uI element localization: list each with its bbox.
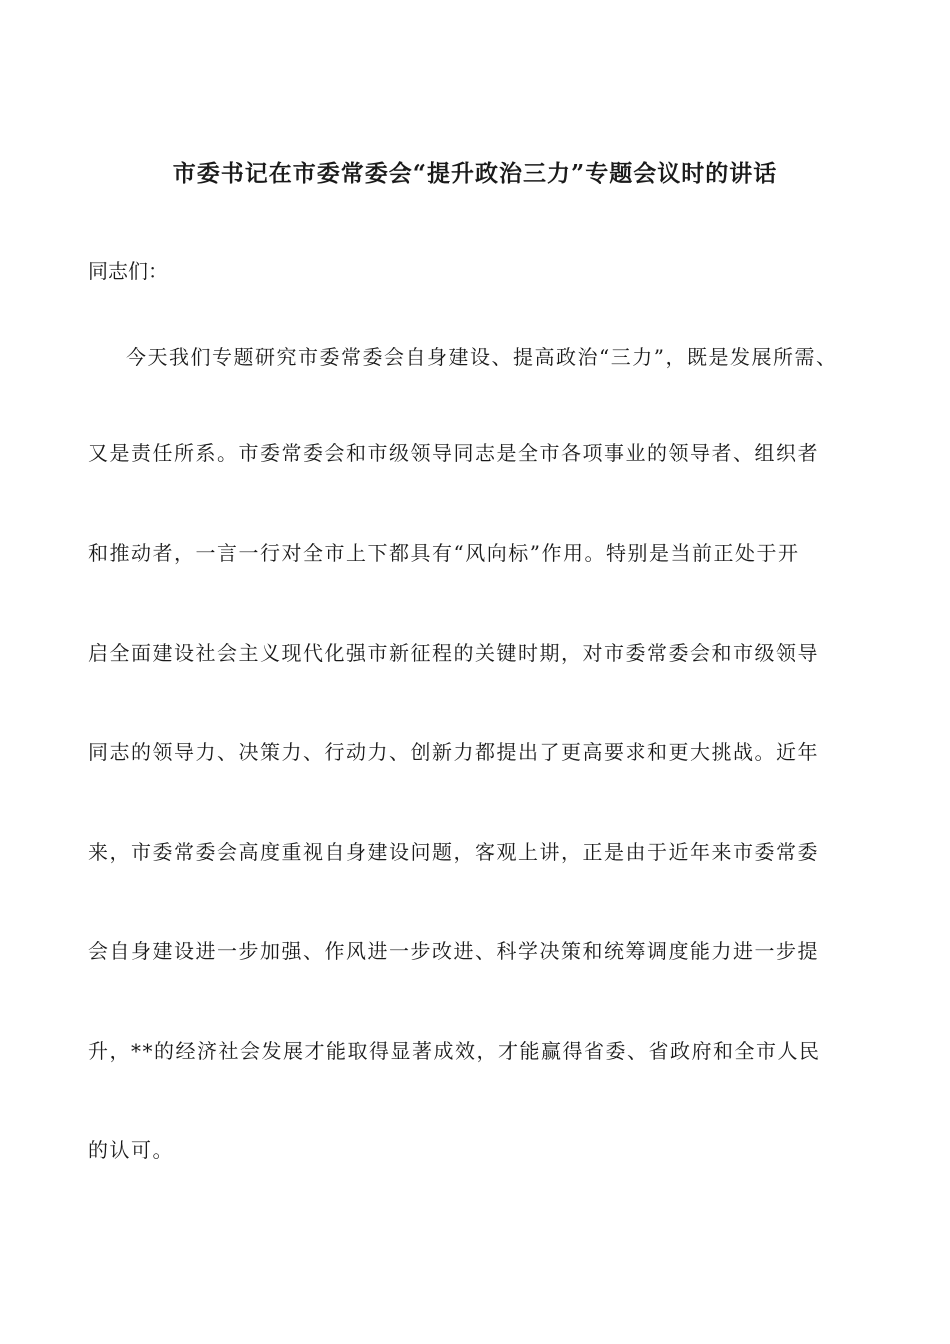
- paragraph-line-3: 和推动者，一言一行对全市上下都具有“风向标”作用。特别是当前正处于开: [88, 541, 800, 565]
- paragraph-line-1: 今天我们专题研究市委常委会自身建设、提高政治“三力”，既是发展所需、: [126, 345, 838, 369]
- paragraph-line-7: 会自身建设进一步加强、作风进一步改进、科学决策和统筹调度能力进一步提: [88, 939, 819, 963]
- paragraph-line-9: 的认可。: [88, 1138, 174, 1162]
- document-title: 市委书记在市委常委会“提升政治三力”专题会议时的讲话: [172, 160, 778, 187]
- salutation: 同志们：: [88, 259, 168, 283]
- paragraph-line-2: 又是责任所系。市委常委会和市级领导同志是全市各项事业的领导者、组织者: [88, 441, 819, 465]
- paragraph-line-8: 升，**的经济社会发展才能取得显著成效，才能赢得省委、省政府和全市人民: [88, 1039, 821, 1063]
- paragraph-line-5: 同志的领导力、决策力、行动力、创新力都提出了更高要求和更大挑战。近年: [88, 740, 819, 764]
- paragraph-line-4: 启全面建设社会主义现代化强市新征程的关键时期，对市委常委会和市级领导: [88, 641, 819, 665]
- paragraph-line-6: 来，市委常委会高度重视自身建设问题，客观上讲，正是由于近年来市委常委: [88, 840, 819, 864]
